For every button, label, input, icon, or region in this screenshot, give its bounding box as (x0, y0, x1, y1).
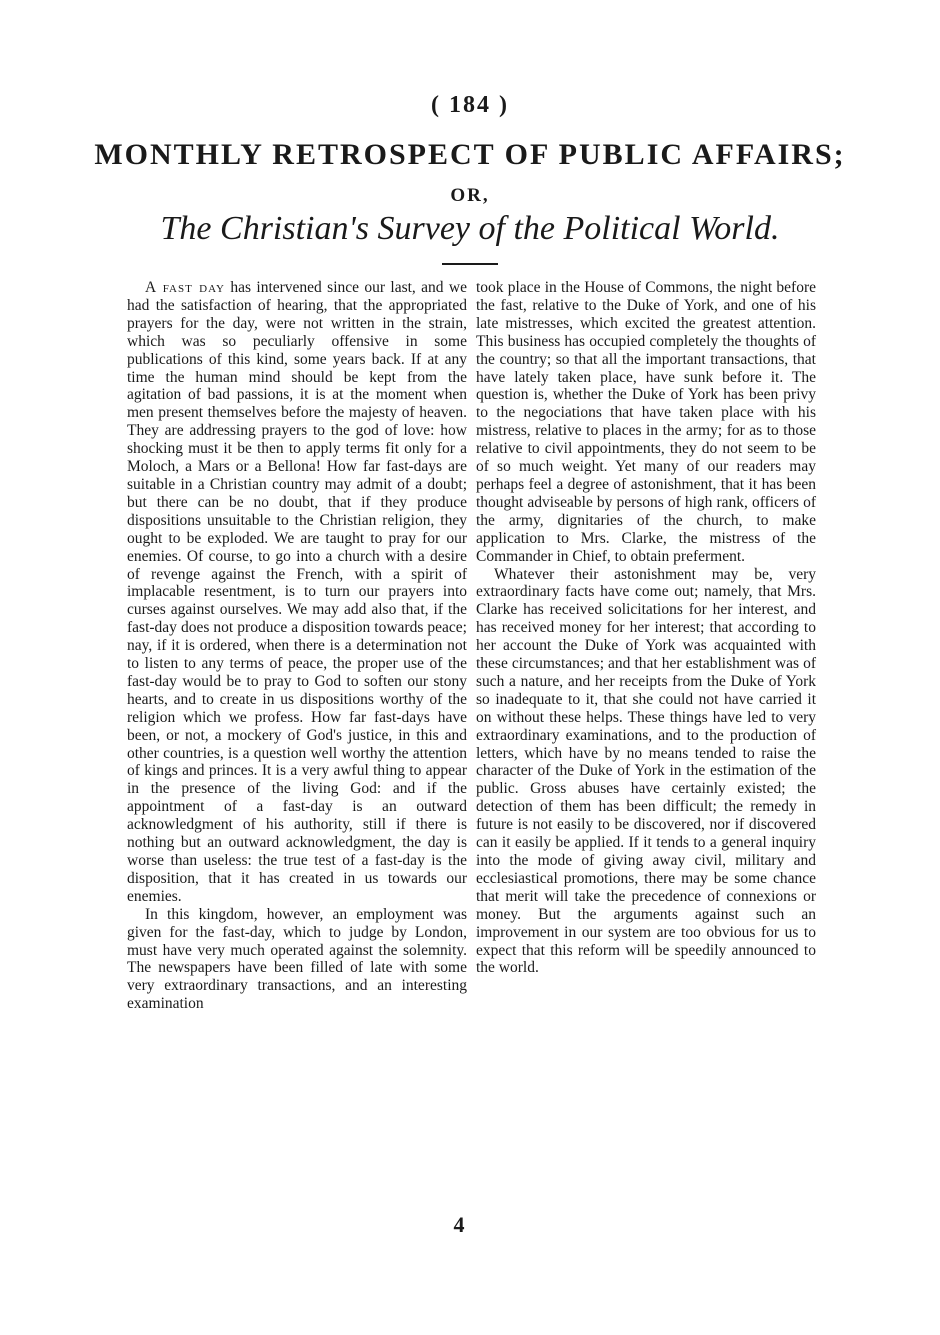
signature-mark: 4 (453, 1212, 465, 1237)
paragraph-astonishment: Whatever their astonishment may be, very extraordinary facts have come out; namely, that Mrs. Clarke has received solicitations for her interest, and has received money for her interest; that according to her account the Duke of York was acquainted with these circumstances; and that her establishment was of such a nature, and her receipts from the Duke of York so inadequate to it, that she could not have carried it on without these helps. These things have led to very extraordinary examinations, and to the production of letters, which have by no means tended to raise the character of the Duke of York in the estimation of the public. Gross abuses have certainly existed; the detection of them has been difficult; the remedy in future is not easily to be discovered, nor if discovered can it easily be applied. If it tends to a general inquiry into the mode of giving away civil, military and ecclesiastical promotions, there may be some chance that merit will take the precedence of connexions or money. But the arguments against such an improvement in our system are too obvious for us to expect that this reform will be speedily announced to the world. (476, 565, 816, 977)
page-number: ( 184 ) (431, 92, 509, 118)
paragraph-fast-day (127, 279, 467, 906)
paragraph-employment-continued: took place in the House of Commons, the night before the fast, relative to the Duke of York, and one of his late mistresses, which excited the greatest attention. This business has occupied completely the thoughts of the country; so that all the important transactions, that have lately taken place, have sunk before it. The question is, whether the Duke of York has been privy to the negociations that have taken place with his mistress, relative to places in the army; for as to those relative to civil appointments, they do not seem to be of so much weight. Yet many of our readers may perhaps feel a degree of astonishment, that it has been thought adviseable by persons of high rank, officers of the army, dignitaries of the church, to make application to Mrs. Clarke, the mistress of the Commander in Chief, to obtain preferment. (476, 279, 816, 565)
paragraph-fast-day-text: has intervened since our last, and we had the satisfaction of hearing, that the appropriated prayers for the day, were not written in the strain, which was so peculiarly offensive in some publications of this kind, some years back. If at any time the human mind should be kept from the agitation of bad passions, it is at the moment when men present themselves before the majesty of heaven. They are addressing prayers to the god of love: how shocking must it be then to apply terms fit only for a Moloch, a Mars or a Bellona! How far fast-days are suitable in a Christian country may admit of a doubt; but there can be no doubt, that if they produce dispositions unsuitable to the Christian religion, they ought to be exploded. We are taught to pray for our enemies. Of course, to go into a church with a desire of revenge against the French, with a spirit of implacable resentment, is to turn our prayers into curses against ourselves. We may add also that, if the fast-day does not produce a disposition towards peace; nay, if it is ordered, when there is a determination not to listen to any terms of peace, the proper use of the fast-day would be to pray to God to soften our stony hearts, and to create in us dispositions worthy of the religion which we profess. How far fast-days have been, or not, a mockery of God's justice, in this and other countries, is a question well worthy the attention of kings and princes. It is a very awful thing to appear in the presence of the living God: and if the appointment of a fast-day is an outward acknowledgment of his authority, still if there is nothing but an outward acknowledgment, the day is worse than useless: the true test of a fast-day is the disposition, that it has created in us towards our enemies. (127, 279, 467, 905)
title-conjunction: OR, (450, 185, 490, 206)
right-column (476, 279, 816, 977)
article-title: MONTHLY RETROSPECT OF PUBLIC AFFAIRS; (94, 138, 846, 171)
lead-small-caps: A fast day (145, 279, 225, 296)
article-subtitle: The Christian's Survey of the Political World. (160, 210, 780, 247)
paragraph-employment: In this kingdom, however, an employment was given for the fast-day, which to judge by London, must have very much operated against the solemnity. The newspapers have been filled of late with some very extraordinary transactions, and an interesting examination (127, 905, 467, 1013)
left-column (127, 279, 467, 1013)
title-divider (442, 263, 498, 265)
